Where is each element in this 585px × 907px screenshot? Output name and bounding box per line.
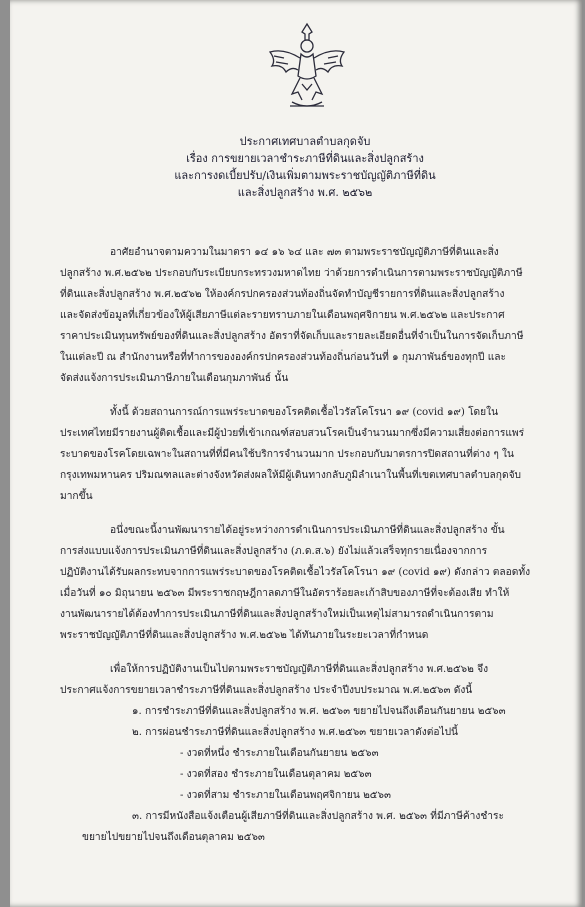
- heading-line-3: และการงดเบี้ยปรับ/เงินเพิ่มตามพระราชบัญญัติภาษีที่ดิน: [174, 169, 436, 182]
- text-line: ปลูกสร้าง พ.ศ.๒๕๖๒ ประกอบกับระเบียบกระทรวงมหาดไทย ว่าด้วยการดำเนินการตามพระราชบัญญัติภาษี: [60, 268, 523, 279]
- text-line: อาศัยอำนาจตามความในมาตรา ๑๔ ๑๖ ๖๔ และ ๗๓ ตามพระราชบัญญัติภาษีที่ดินและสิ่ง: [110, 247, 499, 258]
- text-line: ทั้งนี้ ด้วยสถานการณ์การแพร่ระบาดของโรคติดเชื้อไวรัสโคโรนา ๑๙ (covid ๑๙) โดยใน: [110, 407, 499, 418]
- text-line: พระราชบัญญัติภาษีที่ดินและสิ่งปลูกสร้าง พ.ศ.๒๕๖๒ ได้ทันภายในระยะเวลาที่กำหนด: [60, 630, 429, 641]
- heading-line-1: ประกาศเทศบาลตำบลกุดจับ: [239, 135, 371, 148]
- text-line: เพื่อให้การปฏิบัติงานเป็นไปตามพระราชบัญญัติภาษีที่ดินและสิ่งปลูกสร้าง พ.ศ.๒๕๖๒ จึง: [110, 664, 489, 675]
- text-line: ปฏิบัติงานได้รับผลกระทบจากการแพร่ระบาดของโรคติดเชื้อไวรัสโคโรนา ๑๙ (covid ๑๙) ดังกล่าว ตลอดทั้ง: [60, 567, 531, 578]
- text-line: อนึ่งขณะนี้งานพัฒนารายได้อยู่ระหว่างการดำเนินการประเมินภาษีที่ดินและสิ่งปลูกสร้าง ขั้น: [110, 525, 505, 536]
- sub-list-item: - งวดที่สาม ชำระภายในเดือนพฤศจิกายน ๒๕๖๓: [180, 790, 391, 801]
- text-line: และจัดส่งข้อมูลที่เกี่ยวข้องให้ผู้เสียภาษีแต่ละรายทราบภายในเดือนพฤศจิกายน พ.ศ.๒๕๖๒ และประกาศ: [60, 310, 505, 321]
- announcement-heading: [160, 133, 450, 201]
- text-line: ขยายไปขยายไปจนถึงเดือนตุลาคม ๒๕๖๓: [82, 832, 265, 843]
- text-line: เมื่อวันที่ ๑๐ มิถุนายน ๒๕๖๓ มีพระราชกฤษฎีกาลดภาษีในอัตราร้อยละเก้าสิบของภาษีที่จะต้องเสีย ทำให้: [60, 588, 510, 599]
- text-line: งานพัฒนารายได้ต้องทำการประเมินภาษีที่ดินและสิ่งปลูกสร้างใหม่เป็นเหตุไม่สามารถดำเนินการตาม: [60, 609, 494, 620]
- text-line: ประเทศไทยมีรายงานผู้ติดเชื้อและมีผู้ป่วยที่เข้าเกณฑ์สอบสวนโรคเป็นจำนวนมากซึ่งมีความเสี่ยงต่อการแพร่: [60, 428, 525, 439]
- heading-line-4: และสิ่งปลูกสร้าง พ.ศ. ๒๕๖๒: [237, 186, 373, 199]
- text-line: มากขึ้น: [60, 491, 93, 502]
- heading-line-2: เรื่อง การขยายเวลาชำระภาษีที่ดินและสิ่งปลูกสร้าง: [186, 152, 424, 165]
- text-line: ประกาศแจ้งการขยายเวลาชำระภาษีที่ดินและสิ่งปลูกสร้าง ประจำปีงบประมาณ พ.ศ.๒๕๖๓ ดังนี้: [60, 685, 473, 696]
- text-line: จัดส่งแจ้งการประเมินภาษีภายในเดือนกุมภาพันธ์ นั้น: [60, 373, 289, 384]
- paragraph-extension: [60, 659, 556, 848]
- text-line: ระบาดของโรคโดยเฉพาะในสถานที่ที่มีคนใช้บริการจำนวนมาก ประกอบกับมาตรการปิดสถานที่ต่าง ๆ ใน: [60, 449, 515, 460]
- sub-list-item: - งวดที่หนึ่ง ชำระภายในเดือนกันยายน ๒๕๖๓: [180, 748, 379, 759]
- sub-list-item: - งวดที่สอง ชำระภายในเดือนตุลาคม ๒๕๖๓: [180, 769, 372, 780]
- list-item: ๓. การมีหนังสือแจ้งเตือนผู้เสียภาษีที่ดินและสิ่งปลูกสร้าง พ.ศ. ๒๕๖๓ ที่มีภาษีค้างชำระ: [132, 811, 504, 822]
- text-line: ราคาประเมินทุนทรัพย์ของที่ดินและสิ่งปลูกสร้าง อัตราที่จัดเก็บและรายละเอียดอื่นที่จำเป็นในการจัดเก็บภาษี: [60, 331, 524, 342]
- garuda-emblem-icon: [262, 18, 352, 118]
- list-item: ๒. การผ่อนชำระภาษีที่ดินและสิ่งปลูกสร้าง พ.ศ.๒๕๖๓ ขยายเวลาดังต่อไปนี้: [132, 727, 459, 738]
- list-item: ๑. การชำระภาษีที่ดินและสิ่งปลูกสร้าง พ.ศ. ๒๕๖๓ ขยายไปจนถึงเดือนกันยายน ๒๕๖๓: [132, 706, 506, 717]
- announcement-body: [60, 242, 556, 848]
- text-line: กรุงเทพมหานคร ปริมณฑลและต่างจังหวัดส่งผลให้มีผู้เดินทางกลับภูมิลำเนาในพื้นที่เขตเทศบาลตำบลกุดจับ: [60, 470, 522, 481]
- document-page: [10, 0, 582, 907]
- paragraph-assessment: [60, 520, 556, 646]
- text-line: ที่ดินและสิ่งปลูกสร้าง พ.ศ.๒๕๖๒ ให้องค์กรปกครองส่วนท้องถิ่นจัดทำบัญชีรายการที่ดินและสิ่งปลูกสร้าง: [60, 289, 505, 300]
- text-line: การส่งแบบแจ้งการประเมินภาษีที่ดินและสิ่งปลูกสร้าง (ภ.ด.ส.๖) ยังไม่แล้วเสร็จทุกรายเนื่องจากการ: [60, 546, 488, 557]
- text-line: ในแต่ละปี ณ สำนักงานหรือที่ทำการขององค์กรปกครองส่วนท้องถิ่นก่อนวันที่ ๑ กุมภาพันธ์ของทุกปี และ: [60, 352, 506, 363]
- paragraph-covid: [60, 402, 556, 507]
- paragraph-authority: [60, 242, 556, 389]
